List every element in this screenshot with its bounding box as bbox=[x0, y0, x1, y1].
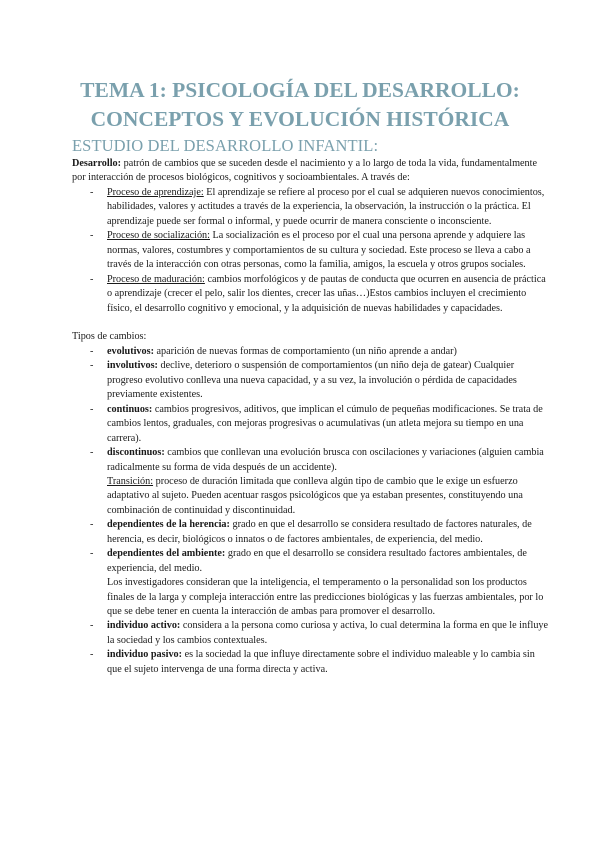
change-term: dependientes del ambiente: bbox=[107, 548, 226, 560]
list-item bbox=[72, 648, 550, 677]
change-term: involutivos: bbox=[107, 360, 158, 372]
transition-text: proceso de duración limitada que conlleva algún tipo de cambio que le exige un esfuerzo adaptativo al sujeto. Pueden acentuar rasgos psicológicos que ya estaban presentes, constituyendo una combinación de continuidad y discontinuidad. bbox=[107, 475, 523, 516]
list-item bbox=[72, 446, 550, 518]
process-term: Proceso de socialización: bbox=[107, 230, 210, 242]
transition-note bbox=[107, 475, 550, 518]
document-body bbox=[72, 157, 550, 677]
process-text: El aprendizaje se refiere al proceso por el cual se adquieren nuevos conocimientos, habilidades, valores y actitudes a través de la experiencia, la observación, la instrucción o la práctica. El aprendizaje puede ser formal o informal, y puede ocurrir de manera consciente o inconsciente. bbox=[107, 186, 545, 227]
change-text: aparición de nuevas formas de comportamiento (un niño aprende a andar) bbox=[153, 345, 457, 357]
list-item bbox=[72, 186, 550, 229]
intro-text: patrón de cambios que se suceden desde el nacimiento y a lo largo de toda la vida, fundamentalmente por interacción de procesos biológicos, cognitivos y socioambientales. A través de: bbox=[72, 158, 537, 184]
process-term: Proceso de maduración: bbox=[107, 273, 205, 285]
list-item bbox=[72, 273, 550, 316]
change-text: es la sociedad la que influye directamente sobre el individuo maleable y lo cambia sin que el sujeto intervenga de una forma directa y activa. bbox=[107, 649, 535, 675]
title-line-1: TEMA 1: PSICOLOGÍA DEL DESARROLLO: bbox=[80, 78, 520, 102]
list-item bbox=[72, 403, 550, 446]
list-item bbox=[72, 359, 550, 402]
intro-paragraph bbox=[72, 157, 550, 186]
process-text: La socialización es el proceso por el cual una persona aprende y adquiere las normas, valores, costumbres y comportamientos de su cultura y sociedad. Este proceso se lleva a cabo a través de la interacción con otras personas, como la familia, amigos, la escuela y otros grupos sociales. bbox=[107, 230, 531, 271]
change-text: cambios que conllevan una evolución brusca con oscilaciones y variaciones (alguien cambia radicalmente su forma de vida después de un accidente). bbox=[107, 447, 544, 473]
transition-term: Transición: bbox=[107, 475, 154, 487]
change-term: dependientes de la herencia: bbox=[107, 519, 230, 531]
list-item bbox=[72, 619, 550, 648]
list-item bbox=[72, 229, 550, 272]
changes-list bbox=[72, 345, 550, 677]
change-text: grado en que el desarrollo se considera resultado de factores naturales, de herencia, es decir, biológicos o innatos o de factores ambientales, de experiencia, del medio. bbox=[107, 519, 532, 545]
title-line-2: CONCEPTOS Y EVOLUCIÓN HISTÓRICA bbox=[90, 107, 510, 131]
process-term: Proceso de aprendizaje: bbox=[107, 186, 204, 198]
researchers-note: Los investigadores consideran que la inteligencia, el temperamento o la personalidad son los productos finales de la larga y compleja interacción entre las predicciones biológicas y las fuerzas ambientales, por lo que se debe tener en cuenta la interacción de ambas para promover el desarrollo. bbox=[107, 577, 544, 618]
list-item bbox=[72, 345, 550, 359]
process-list bbox=[72, 186, 550, 316]
list-item bbox=[72, 547, 550, 619]
change-text: cambios progresivos, aditivos, que implican el cúmulo de pequeñas modificaciones. Se trata de cambios lentos, graduales, con mejoras progresivas o acumulativas (un atleta mejora su tiempo en una carrera). bbox=[107, 403, 543, 444]
intro-term: Desarrollo: bbox=[72, 158, 122, 169]
list-item bbox=[72, 518, 550, 547]
process-text: cambios morfológicos y de pautas de conducta que ocurren en ausencia de práctica o aprendizaje (crecer el pelo, salir los dientes, crecer las uñas…)Estos cambios incluyen el crecimiento físico, el desarrollo cognitivo y emocional, y la adquisición de nuevas habilidades y capacidades. bbox=[107, 273, 546, 314]
change-term: discontinuos: bbox=[107, 447, 165, 459]
change-text: considera a la persona como curiosa y activa, lo cual determina la forma en que le influye la sociedad y los cambios contextuales. bbox=[107, 620, 549, 646]
page-title bbox=[30, 76, 570, 134]
change-text: grado en que el desarrollo se considera resultado factores ambientales, de experiencia, del medio. bbox=[107, 548, 527, 574]
change-term: individuo activo: bbox=[107, 620, 181, 632]
section-subtitle: ESTUDIO DEL DESARROLLO INFANTIL: bbox=[72, 136, 379, 155]
change-text: declive, deterioro o suspensión de comportamientos (un niño deja de gatear) Cualquier progreso evolutivo conlleva una nueva capacidad, y a su vez, la involución o pérdida de capacidades previamente existentes. bbox=[107, 360, 517, 401]
change-term: evolutivos: bbox=[107, 345, 154, 357]
change-term: continuos: bbox=[107, 403, 153, 415]
change-term: individuo pasivo: bbox=[107, 649, 183, 661]
changes-heading: Tipos de cambios: bbox=[72, 331, 147, 343]
